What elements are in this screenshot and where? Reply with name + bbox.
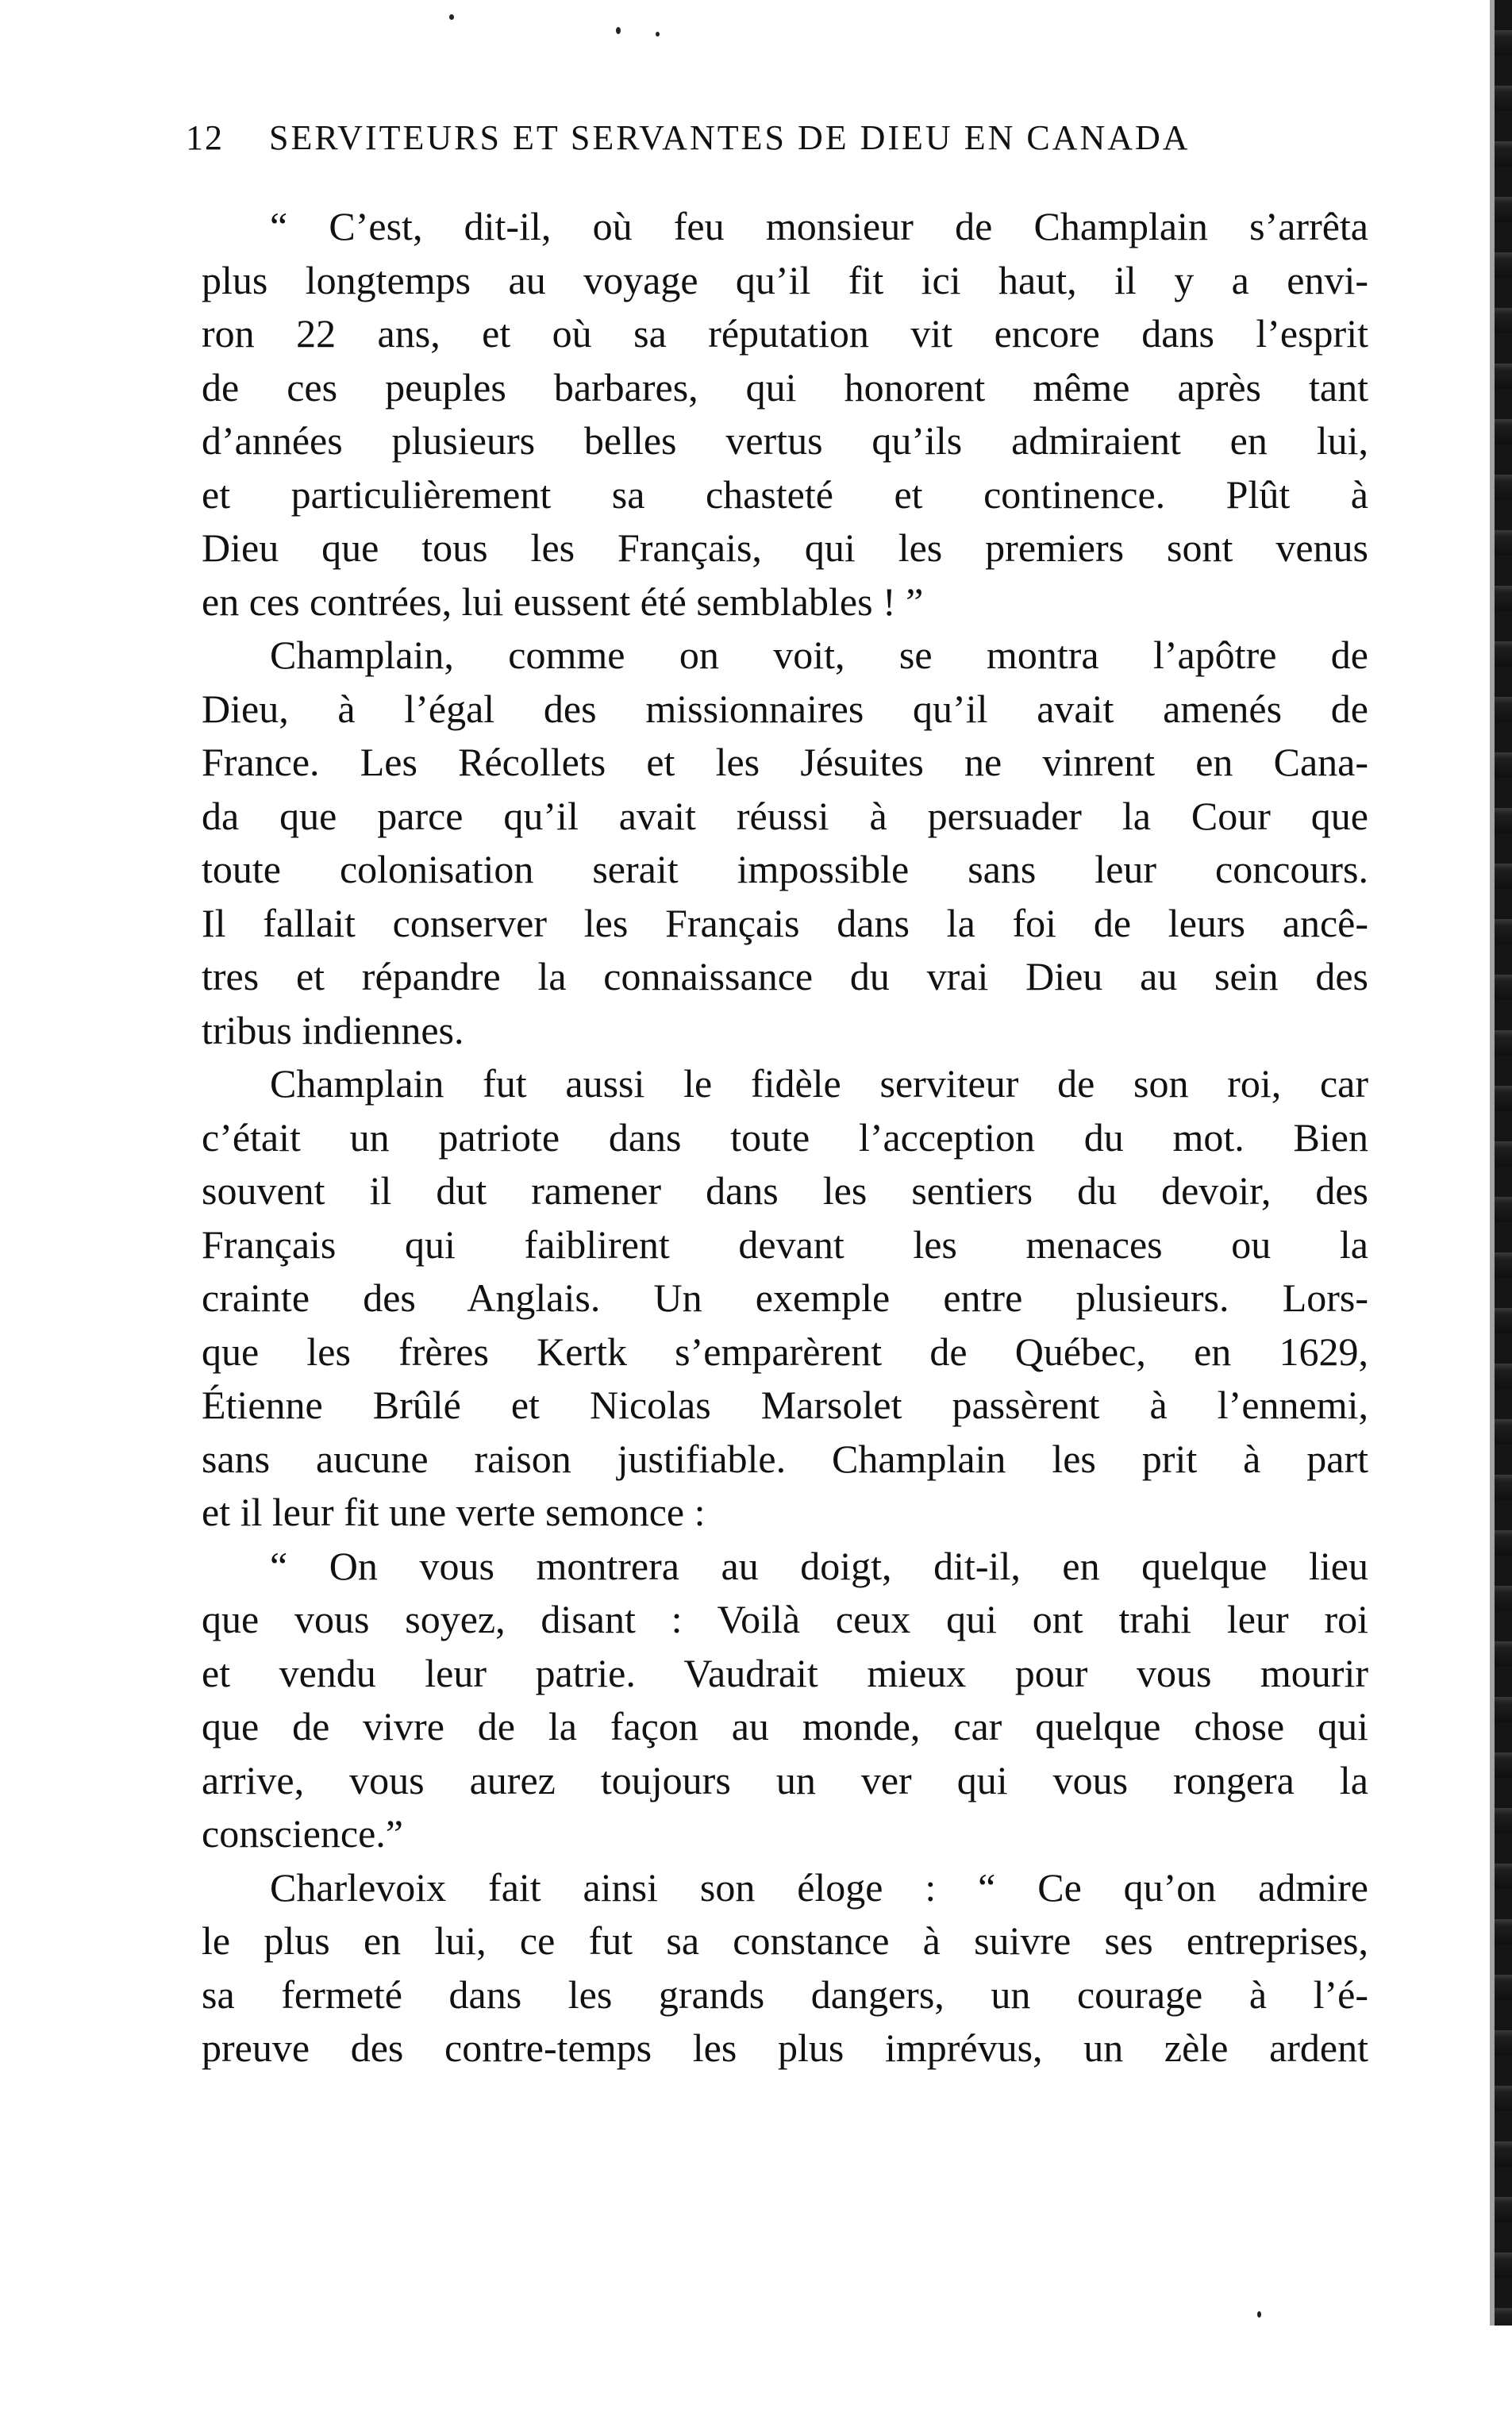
text-line: sa fermeté dans les grands dangers, un courage à l’é- — [202, 1972, 1368, 2017]
text-line: sans aucune raison justifiable. Champlain les prit à part — [202, 1436, 1368, 1481]
scan-speck — [449, 14, 454, 20]
text-line: Champlain, comme on voit, se montra l’apôtre de — [270, 633, 1368, 677]
text-line: et particulièrement sa chasteté et continence. Plût à — [202, 471, 1368, 517]
text-line: toute colonisation serait impossible sans leur concours. — [202, 847, 1368, 891]
text-line: que de vivre de la façon au monde, car quelque chose qui — [202, 1704, 1368, 1749]
text-line: que vous soyez, disant : Voilà ceux qui ont trahi leur roi — [202, 1597, 1368, 1641]
text-line: conscience.” — [202, 1811, 404, 1856]
text-line: plus longtemps au voyage qu’il fit ici haut, il y a envi- — [202, 257, 1368, 302]
text-line: Étienne Brûlé et Nicolas Marsolet passèrent à l’ennemi, — [202, 1383, 1368, 1427]
text-line: souvent il dut ramener dans les sentiers du devoir, des — [202, 1168, 1368, 1213]
text-line: de ces peuples barbares, qui honorent même après tant — [202, 364, 1368, 410]
page-number: 12 — [186, 118, 224, 157]
text-line: Français qui faiblirent devant les menaces ou la — [202, 1221, 1368, 1267]
text-line: Dieu que tous les Français, qui les premiers sont venus — [202, 525, 1368, 570]
text-line: Charlevoix fait ainsi son éloge : “ Ce qu’on admire — [270, 1864, 1368, 1910]
text-line: “ C’est, dit-il, où feu monsieur de Champlain s’arrêta — [270, 204, 1368, 248]
text-line: crainte des Anglais. Un exemple entre plusieurs. Lors- — [202, 1275, 1368, 1320]
text-line: tres et répandre la connaissance du vrai Dieu au sein des — [202, 954, 1368, 998]
text-line: que les frères Kertk s’emparèrent de Québec, en 1629, — [202, 1329, 1368, 1374]
binding-edge — [1495, 0, 1512, 2326]
text-line: Dieu, à l’égal des missionnaires qu’il avait amenés de — [202, 686, 1368, 731]
scan-speck — [1257, 2311, 1261, 2318]
running-title: SERVITEURS ET SERVANTES DE DIEU EN CANADA — [269, 118, 1191, 157]
scan-speck — [616, 27, 621, 34]
text-line: Il fallait conserver les Français dans la foi de leurs ancê- — [202, 900, 1368, 945]
text-line: arrive, vous aurez toujours un ver qui vous rongera la — [202, 1757, 1368, 1802]
text-line: “ On vous montrera au doigt, dit-il, en quelque lieu — [270, 1543, 1368, 1588]
scan-speck — [656, 32, 660, 37]
text-line: preuve des contre-temps les plus imprévus, un zèle ardent — [202, 2026, 1368, 2070]
text-line: d’années plusieurs belles vertus qu’ils admiraient en lui, — [202, 418, 1368, 463]
text-line: le plus en lui, ce fut sa constance à suivre ses entreprises, — [202, 1918, 1368, 1963]
text-line: tribus indiennes. — [202, 1007, 464, 1052]
text-line: en ces contrées, lui eussent été semblables ! ” — [202, 579, 924, 624]
body-text — [202, 200, 1368, 2076]
text-line: ron 22 ans, et où sa réputation vit encore dans l’esprit — [202, 311, 1368, 356]
text-line: c’était un patriote dans toute l’acception du mot. Bien — [202, 1114, 1368, 1160]
text-line: et vendu leur patrie. Vaudrait mieux pour vous mourir — [202, 1650, 1368, 1695]
text-line: et il leur fit une verte semonce : — [202, 1490, 706, 1534]
text-line: da que parce qu’il avait réussi à persuader la Cour que — [202, 793, 1368, 838]
text-line: Champlain fut aussi le fidèle serviteur de son roi, car — [270, 1061, 1368, 1106]
running-head — [186, 117, 1313, 165]
text-line: France. Les Récollets et les Jésuites ne vinrent en Cana- — [202, 740, 1368, 784]
